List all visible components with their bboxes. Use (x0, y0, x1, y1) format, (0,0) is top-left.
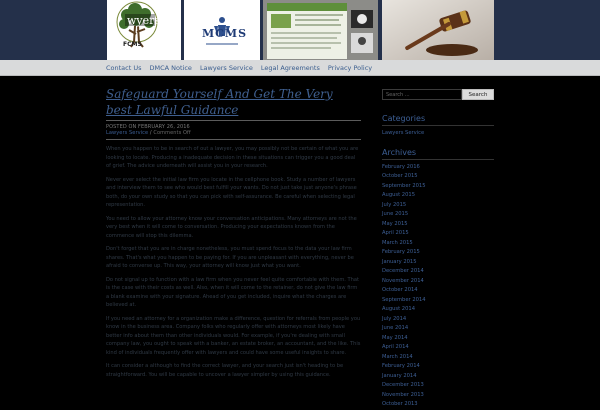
banner-logo-text: wyers (127, 14, 161, 27)
post-paragraph: You need to allow your attorney know your conversation anticipations. Many attorneys are not the very best when it will come to conversation. Producing your expectations known from the commence will stop this dilemma. (106, 215, 357, 239)
archive-link[interactable]: February 2014 (382, 363, 420, 369)
archives-list (382, 163, 494, 410)
meta-divider (106, 139, 361, 140)
post-paragraph: When you happen to be in search of out a lawyer, you may possibly not be certain of what you are looking to locate. Producing a inadequate decision in these situations can trigger you a good deal of grief. The advice underneath will assist you in your research. (106, 146, 359, 169)
archive-link[interactable]: October 2013 (382, 401, 418, 407)
gavel-image (382, 0, 494, 60)
post-paragraph: If you need an attorney for a organization make a difference, question for referrals from people you know in the business area. Company folks who regularly offer with attorneys most likely have better info about them than other individuals would. For example, if you're dealing with small company law, you ought to speak with a banker, an estate broker, an accountant, and the like. This kind of individuals frequently offer with lawyers and could have some useful insights to share. (106, 315, 361, 356)
archive-link[interactable]: March 2014 (382, 353, 413, 360)
categories-heading: Categories (382, 114, 426, 123)
search-form (382, 89, 494, 100)
archive-link[interactable]: April 2014 (382, 344, 409, 350)
archive-link[interactable]: January 2015 (382, 258, 417, 265)
archive-link[interactable]: July 2015 (382, 201, 407, 208)
post-paragraph: It can consider a although to find the correct lawyer, and your search just isn't heading to be straightforward. You will be capable to uncover a lawyer simpler by using this guidance. (106, 363, 344, 378)
tree-logo-image (107, 0, 181, 60)
post-article (106, 86, 361, 379)
archives-divider (382, 159, 494, 160)
meta-separator: / (148, 130, 154, 136)
archive-link[interactable]: January 2014 (382, 372, 417, 379)
archive-link[interactable]: March 2015 (382, 239, 413, 246)
archive-link[interactable]: October 2014 (382, 287, 418, 293)
post-meta (106, 124, 361, 136)
nav-privacy-policy[interactable]: Privacy Policy (327, 64, 373, 72)
category-link[interactable]: Lawyers Service (382, 130, 425, 136)
archive-link[interactable]: June 2015 (382, 211, 409, 217)
mcms-logo-text: MCMS (202, 27, 248, 40)
post-paragraph: Do not signal up to function with a law firm when you never feel quite comfortable with them. That is the case with their costs as well. Also, when it will come to the retainer, do not give the law firm a blank examine with your signature. Ahead of you get included, inquire what the charges are believed at. (106, 276, 359, 308)
archives-heading: Archives (382, 147, 417, 157)
archive-link[interactable]: September 2014 (382, 296, 426, 303)
header-banner-website-collage[interactable] (263, 0, 378, 60)
search-input[interactable] (382, 89, 462, 100)
header-banner-lawyers-fcms[interactable] (107, 0, 181, 60)
archive-link[interactable]: February 2015 (382, 249, 420, 255)
archive-link[interactable]: December 2013 (382, 382, 424, 388)
archive-link[interactable]: August 2014 (382, 306, 416, 312)
archive-link[interactable]: May 2015 (382, 220, 408, 227)
categories-divider (382, 125, 494, 126)
title-divider (106, 120, 361, 121)
post-date: POSTED ON FEBRUARY 26, 2016 (106, 124, 190, 130)
nav-dmca-notice[interactable]: DMCA Notice (149, 64, 192, 72)
sidebar (382, 89, 494, 410)
archive-link[interactable]: July 2014 (382, 315, 407, 322)
archive-link[interactable]: August 2015 (382, 192, 416, 198)
site-header (0, 0, 600, 60)
post-paragraph: Don't forget that you are in charge nonetheless, you must spend focus to the data your law firm shares. That's what you happen to be paying for. If you are unpleasant with everything, never be afraid to converse up. This way, your attorney will know just what you want. (106, 246, 354, 269)
post-comments-status: Comments Off (153, 130, 191, 136)
nav-lawyers-service[interactable]: Lawyers Service (199, 64, 253, 72)
banner-logo-subtext: FCMS (123, 41, 142, 48)
archive-link[interactable]: December 2014 (382, 268, 424, 274)
archive-link[interactable]: February 2016 (382, 163, 420, 170)
archive-link[interactable]: May 2014 (382, 334, 408, 341)
website-collage-image (263, 0, 378, 60)
archive-link[interactable]: April 2015 (382, 230, 409, 236)
header-banner-mcms[interactable] (184, 0, 260, 60)
archive-link[interactable]: November 2014 (382, 277, 424, 284)
categories-list (382, 129, 494, 139)
archive-link[interactable]: September 2015 (382, 182, 426, 189)
post-category-link[interactable]: Lawyers Service (106, 130, 149, 136)
nav-legal-agreements[interactable]: Legal Agreements (260, 64, 320, 72)
search-button[interactable]: Search (462, 89, 494, 100)
post-title[interactable]: Safeguard Yourself And Get The Very best Lawful Guidance (106, 87, 333, 117)
nav-contact-us[interactable]: Contact Us (106, 64, 142, 72)
post-paragraph: Never ever select the initial law firm you locate in the cellphone book. Study a number of lawyers and interview them to see who would best fulfill your wants. Do not just take just anyone's phrase both, do your own study so that you can pick with self-assurance. Be careful when selecting legal representation. (106, 176, 357, 208)
main-navigation (0, 60, 600, 76)
archive-link[interactable]: June 2014 (382, 325, 409, 331)
header-banner-gavel[interactable] (382, 0, 494, 60)
archive-link[interactable]: October 2015 (382, 173, 418, 179)
archive-link[interactable]: November 2013 (382, 391, 424, 398)
